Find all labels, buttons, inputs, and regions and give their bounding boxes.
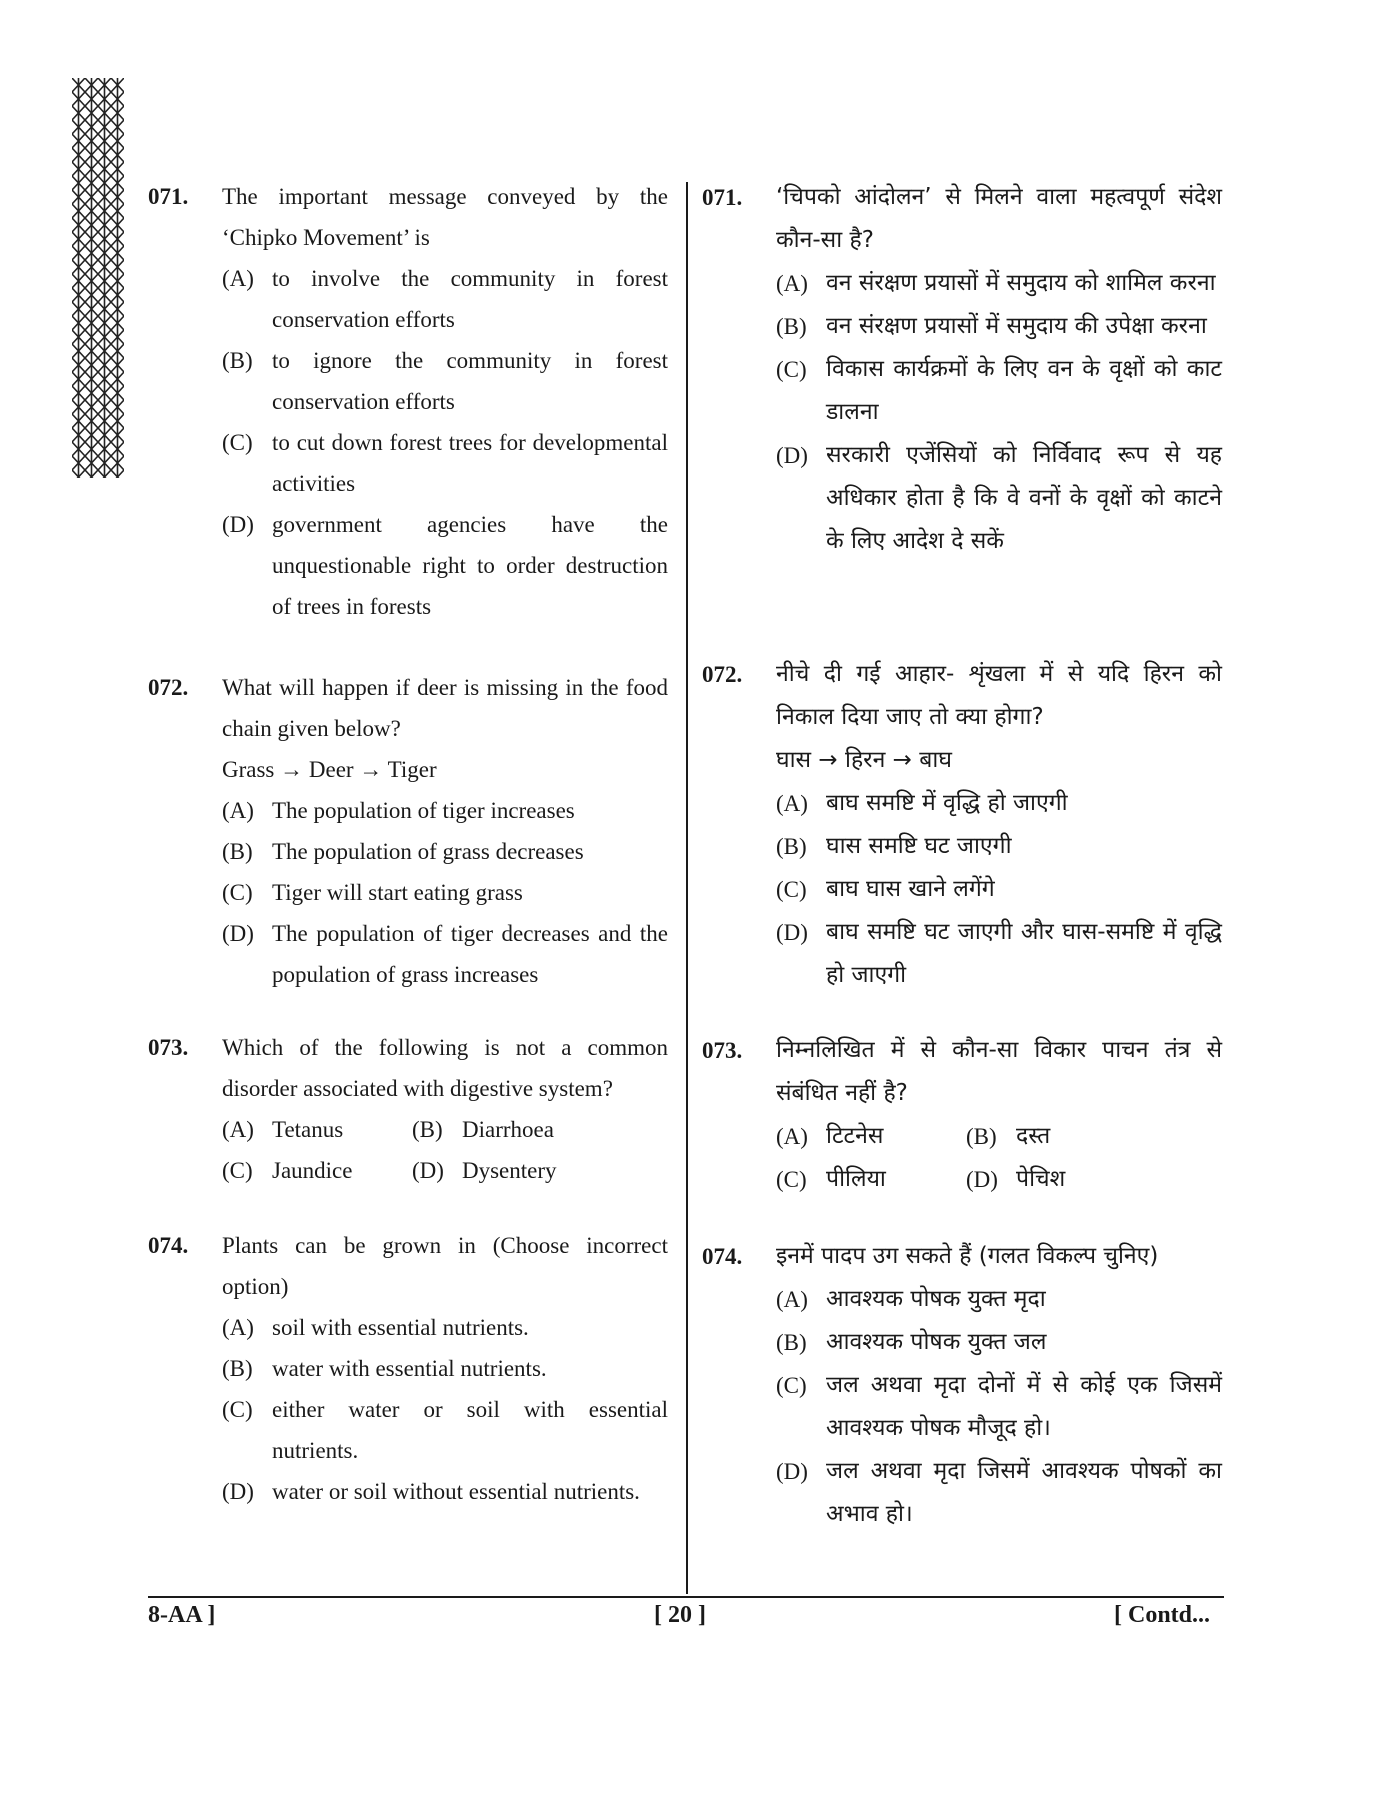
footer-code: 8-AA ] [148,1602,216,1628]
option-a: (A) बाघ समष्टि में वृद्धि हो जाएगी [776,790,1068,816]
question-071-hi [702,176,1222,563]
option-c: (C) बाघ घास खाने लगेंगे [776,876,995,902]
options-grid [222,1109,668,1191]
option-d: (D) सरकारी एजेंसियों को निर्विवाद रूप से यह अधिकार होता है कि वे वनों के वृक्षों को काटने के लिए आदेश दे सकें [776,442,1222,554]
option-a: (A) वन संरक्षण प्रयासों में समुदाय को शामिल करना [776,270,1216,296]
option-d: (D) water or soil without essential nutrients. [222,1479,640,1504]
option-a: (A) आवश्यक पोषक युक्त मृदा [776,1286,1046,1312]
question-074-en [148,1225,668,1512]
option-d: (D) बाघ समष्टि घट जाएगी और घास-समष्टि में वृद्धि हो जाएगी [776,919,1222,988]
option-d: (D) The population of tiger decreases and the population of grass increases [222,921,668,987]
option-b: (B) आवश्यक पोषक युक्त जल [776,1329,1047,1355]
option-b: (B) दस्त [966,1123,1051,1149]
page-number: [ 20 ] [654,1602,706,1628]
options-grid [776,1115,1222,1201]
option-d: (D) पेचिश [966,1166,1066,1192]
option-b: (B) वन संरक्षण प्रयासों में समुदाय की उपेक्षा करना [776,313,1207,339]
question-072-en [148,667,668,995]
option-c: (C) विकास कार्यक्रमों के लिए वन के वृक्षों को काट डालना [776,356,1222,425]
question-text: ‘चिपको आंदोलन’ से मिलने वाला महत्वपूर्ण संदेश कौन-सा है? [776,184,1222,253]
decorative-border-pattern [72,78,124,478]
option-c: (C) पीलिया [776,1166,886,1192]
option-a: (A) to involve the community in forest conservation efforts [222,266,668,332]
question-number: 074. [702,1244,743,1269]
option-b: (B) Diarrhoea [412,1117,554,1142]
question-text: Plants can be grown in (Choose incorrect option) [222,1233,668,1299]
question-073-hi [702,1029,1222,1201]
option-c: (C) to cut down forest trees for developmental activities [222,430,668,496]
option-b: (B) water with essential nutrients. [222,1356,547,1381]
question-number: 072. [702,662,743,687]
option-c: (C) Jaundice [222,1158,353,1183]
question-number: 073. [702,1038,743,1063]
question-text: इनमें पादप उग सकते हैं (गलत विकल्प चुनिए) [776,1243,1159,1269]
option-b: (B) The population of grass decreases [222,839,584,864]
option-a: (A) The population of tiger increases [222,798,575,823]
food-chain: Grass → Deer → Tiger [222,757,437,782]
question-number: 074. [148,1233,189,1258]
option-a: (A) Tetanus [222,1117,344,1142]
option-c: (C) either water or soil with essential nutrients. [222,1397,668,1463]
question-074-hi [702,1235,1222,1536]
option-c: (C) जल अथवा मृदा दोनों में से कोई एक जिसमें आवश्यक पोषक मौजूद हो। [776,1372,1222,1441]
option-d: (D) government agencies have the unquestionable right to order destruction of trees in forests [222,512,668,619]
footer-rule [148,1596,1224,1598]
option-b: (B) to ignore the community in forest conservation efforts [222,348,668,414]
question-number: 073. [148,1035,189,1060]
question-number: 072. [148,675,189,700]
question-073-en [148,1027,668,1191]
question-072-hi [702,653,1222,997]
footer-contd: [ Contd... [1114,1602,1211,1628]
question-text: निम्नलिखित में से कौन-सा विकार पाचन तंत्र से संबंधित नहीं है? [776,1037,1222,1106]
question-text: नीचे दी गई आहार- शृंखला में से यदि हिरन को निकाल दिया जाए तो क्या होगा? [776,661,1222,730]
option-d: (D) Dysentery [412,1158,557,1183]
option-d: (D) जल अथवा मृदा जिसमें आवश्यक पोषकों का अभाव हो। [776,1458,1222,1527]
food-chain: घास → हिरन → बाघ [776,747,952,773]
option-b: (B) घास समष्टि घट जाएगी [776,833,1012,859]
option-a: (A) soil with essential nutrients. [222,1315,529,1340]
question-number: 071. [148,184,189,209]
column-separator [686,182,688,1594]
hindi-column [702,176,1222,1536]
question-number: 071. [702,185,743,210]
question-text: Which of the following is not a common disorder associated with digestive system? [222,1035,668,1101]
option-c: (C) Tiger will start eating grass [222,880,523,905]
english-column [148,176,668,1512]
option-a: (A) टिटनेस [776,1123,884,1149]
question-071-en [148,176,668,627]
question-text: What will happen if deer is missing in the food chain given below? [222,675,668,741]
question-text: The important message conveyed by the ‘Chipko Movement’ is [222,184,668,250]
